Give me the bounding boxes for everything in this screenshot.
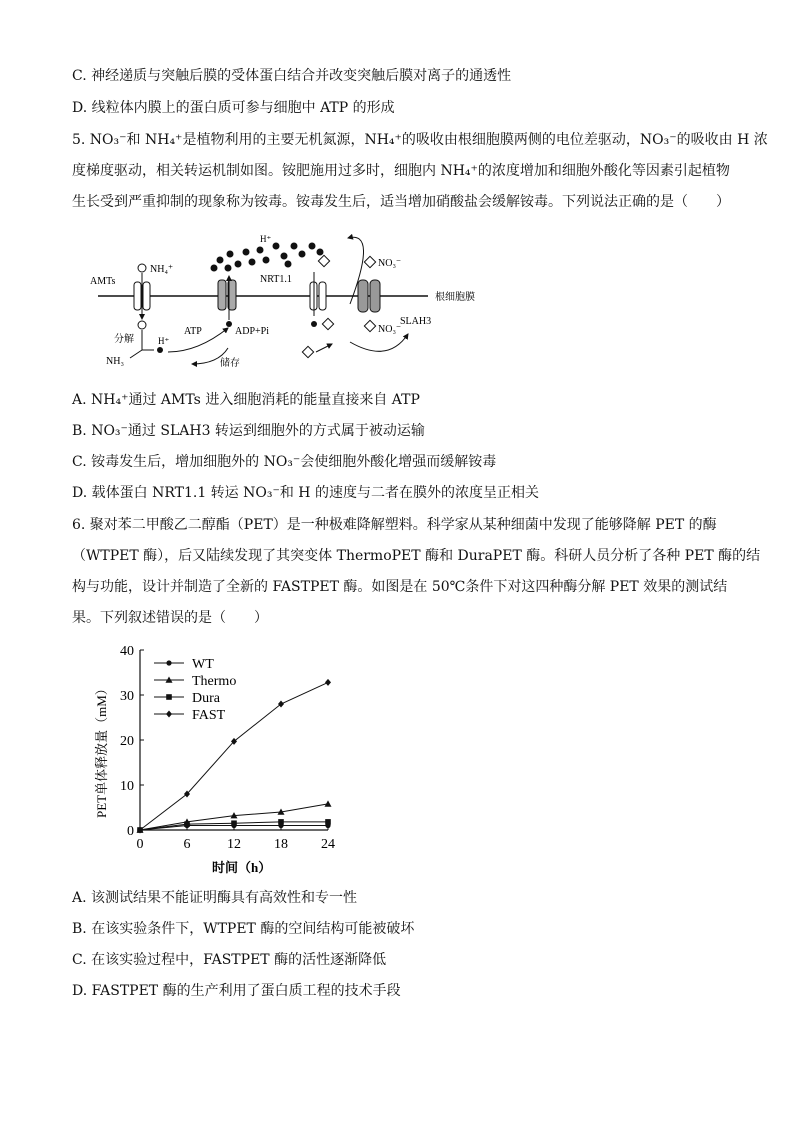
q5-option-d: D. 载体蛋白 NRT1.1 转运 NO₃⁻和 H 的速度与二者在膜外的浓度呈正相关 — [72, 485, 539, 501]
x-tick-label: 0 — [136, 837, 144, 852]
atp-label: ATP — [184, 326, 202, 337]
q5-option-a: A. NH₄⁺通过 AMTs 进入细胞消耗的能量直接来自 ATP — [72, 392, 420, 408]
h-ion-released — [157, 347, 163, 353]
fenjie-label: 分解 — [114, 334, 134, 345]
y-tick-label: 30 — [120, 689, 134, 704]
data-point-thermo — [325, 800, 332, 806]
nh3-label: NH₃ — [106, 356, 124, 367]
q6-option-b: B. 在该实验条件下，WTPET 酶的空间结构可能被破坏 — [72, 921, 415, 937]
data-point-dura — [278, 819, 284, 825]
x-tick-label: 12 — [227, 837, 241, 852]
q5-option-b: B. NO₃⁻通过 SLAH3 转运到细胞外的方式属于被动运输 — [72, 423, 425, 439]
data-point-dura — [231, 820, 237, 826]
legend-marker-dura — [166, 694, 172, 700]
x-tick-label: 18 — [274, 837, 288, 852]
legend-label-dura: Dura — [192, 691, 220, 706]
x-tick-label: 6 — [183, 837, 191, 852]
y-tick-label: 10 — [120, 779, 134, 794]
y-axis-label: PET单体释放量（mM） — [94, 682, 109, 818]
data-point-dura — [184, 821, 190, 827]
q6-stem-line-1: 6. 聚对苯二甲酸乙二醇酯（PET）是一种极难降解塑料。科学家从某种细菌中发现了能够降解 PET 的酶 — [72, 517, 717, 533]
adp-label: ADP+Pi — [235, 326, 269, 337]
q5-stem-line-1: 5. NO₃⁻和 NH₄⁺是植物利用的主要无机氮源，NH₄⁺的吸收由根细胞膜两侧的电位差驱动，NO₃⁻的吸收由 H 浓 — [72, 132, 768, 148]
h-bottom-label: H⁺ — [158, 336, 170, 346]
series-line-fast — [140, 682, 328, 830]
q6-option-c: C. 在该实验过程中，FASTPET 酶的活性逐渐降低 — [72, 952, 387, 968]
y-tick-label: 20 — [120, 734, 134, 749]
y-tick-label: 0 — [127, 824, 134, 839]
q4-option-d: D. 线粒体内膜上的蛋白质可参与细胞中 ATP 的形成 — [72, 100, 395, 116]
q5-stem-line-3: 生长受到严重抑制的现象称为铵毒。铵毒发生后，适当增加硝酸盐会缓解铵毒。下列说法正确的是（ ） — [72, 194, 730, 210]
q5-option-c: C. 铵毒发生后，增加细胞外的 NO₃⁻会使细胞外酸化增强而缓解铵毒 — [72, 454, 497, 470]
q6-option-d: D. FASTPET 酶的生产利用了蛋白质工程的技术手段 — [72, 983, 401, 999]
h-pump — [218, 280, 236, 310]
chucun-label: 储存 — [220, 358, 240, 369]
amts-label: AMTs — [90, 276, 116, 287]
legend-label-fast: FAST — [192, 708, 226, 723]
h-ion-cluster — [211, 243, 324, 272]
q6-option-a: A. 该测试结果不能证明酶具有高效性和专一性 — [72, 890, 358, 906]
nh4-ion-in — [138, 321, 146, 329]
h-top-label: H⁺ — [260, 234, 272, 244]
q5-stem-line-2: 度梯度驱动，相关转运机制如图。铵肥施用过多时，细胞内 NH₄⁺的浓度增加和细胞外酸化等因素引起植物 — [72, 163, 730, 179]
data-point-dura — [325, 819, 331, 825]
q4-option-c: C. 神经递质与突触后膜的受体蛋白结合并改变突触后膜对离子的通透性 — [72, 68, 512, 84]
q6-stem-line-4: 果。下列叙述错误的是（ ） — [72, 610, 268, 626]
no3-inside-label: NO₃⁻ — [378, 324, 402, 335]
legend-label-wt: WT — [192, 657, 214, 672]
nh4-label: NH₄⁺ — [150, 264, 174, 275]
no3-top-label: NO₃⁻ — [378, 258, 402, 269]
nh4-ion-out — [138, 264, 146, 272]
pet-release-chart — [88, 640, 348, 880]
data-point-fast — [325, 679, 331, 686]
legend-marker-fast — [166, 711, 172, 718]
legend-marker-wt — [166, 660, 171, 665]
x-tick-label: 24 — [321, 837, 335, 852]
q6-stem-line-3: 构与功能，设计并制造了全新的 FASTPET 酶。如图是在 50℃条件下对这四种酶分解 PET 效果的测试结 — [72, 579, 728, 595]
membrane-label: 根细胞膜 — [435, 292, 475, 303]
no3-inside-nrt — [322, 318, 333, 329]
q6-stem-line-2: （WTPET 酶），后又陆续发现了其突变体 ThermoPET 酶和 DuraPET 酶。科研人员分析了各种 PET 酶的结 — [72, 548, 761, 564]
nrt-label: NRT1.1 — [260, 274, 292, 285]
x-axis-label: 时间（h） — [212, 860, 272, 875]
slah3-label: SLAH3 — [400, 316, 432, 327]
y-tick-label: 40 — [120, 644, 134, 659]
legend-label-thermo: Thermo — [192, 674, 237, 689]
no3-outside — [364, 256, 375, 267]
transport-diagram — [88, 224, 508, 374]
no3-outside-nrt — [318, 255, 329, 266]
data-point-fast — [278, 701, 284, 708]
